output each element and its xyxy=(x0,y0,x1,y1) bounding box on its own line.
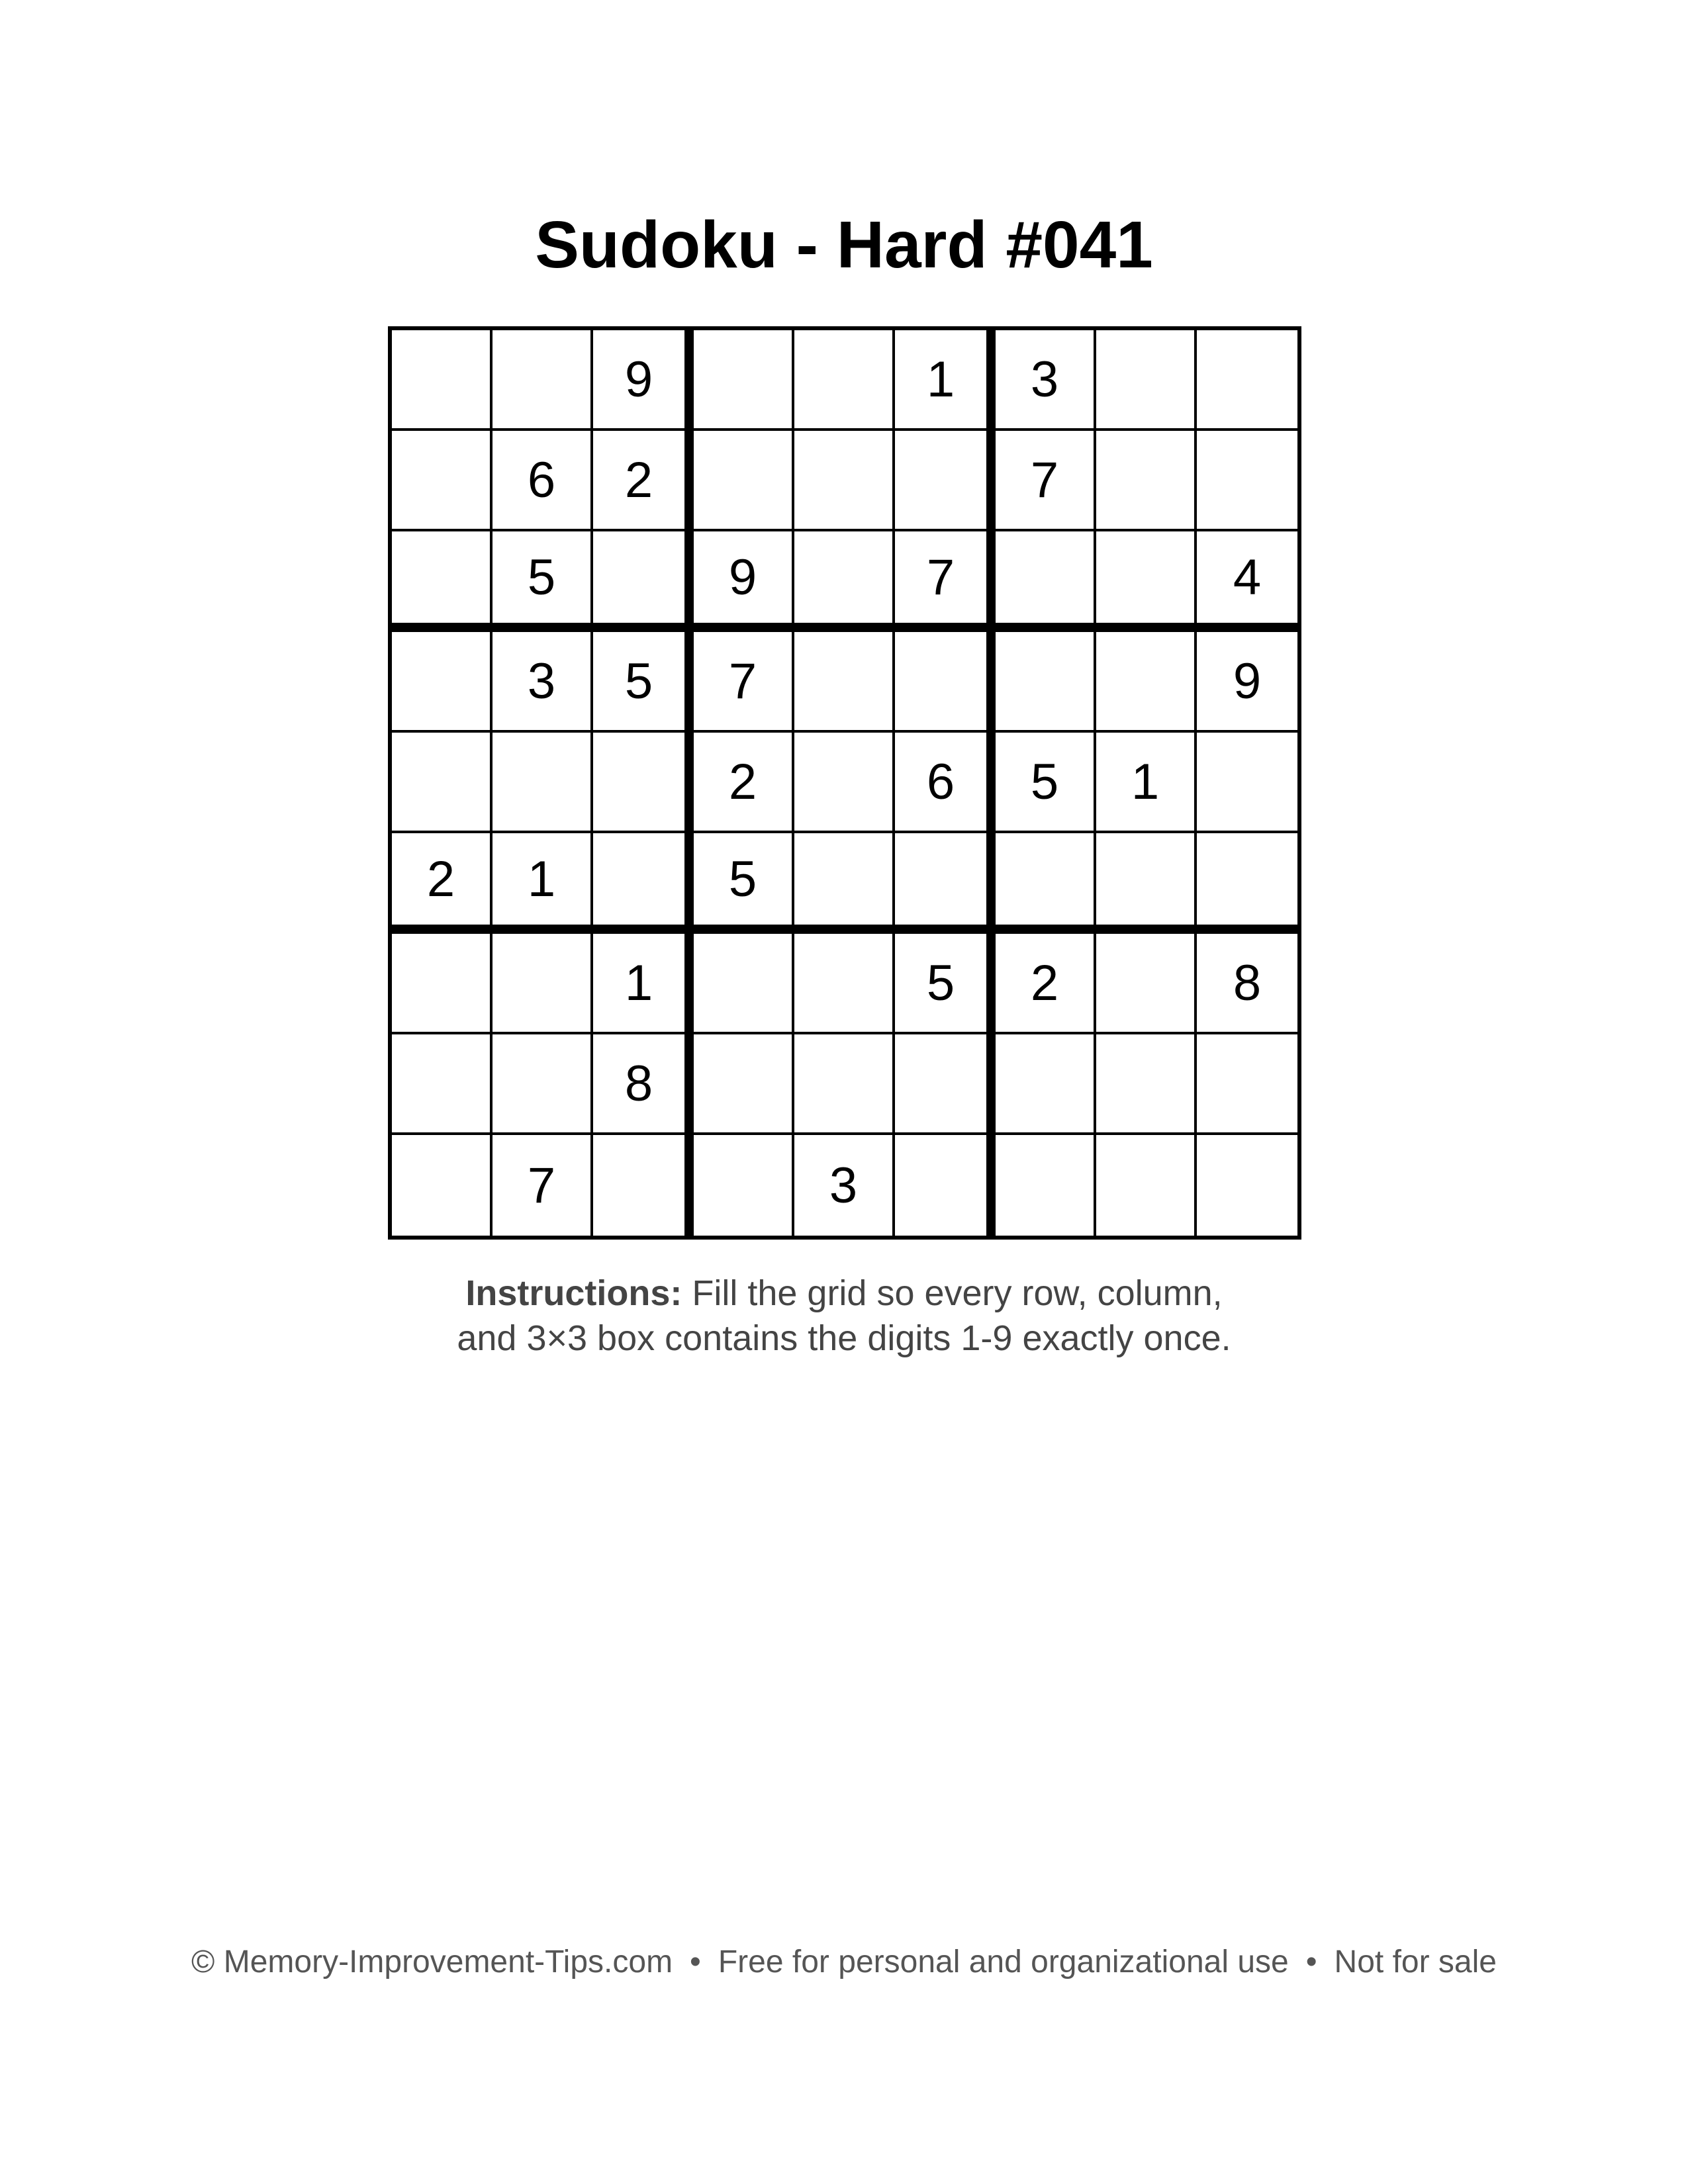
footer-separator: • xyxy=(690,1944,701,1979)
sudoku-given-cell: 1 xyxy=(593,934,694,1034)
sudoku-empty-cell[interactable] xyxy=(392,733,492,833)
sudoku-empty-cell[interactable] xyxy=(1197,330,1297,431)
sudoku-empty-cell[interactable] xyxy=(1197,833,1297,934)
sudoku-empty-cell[interactable] xyxy=(1096,531,1197,632)
sudoku-empty-cell[interactable] xyxy=(492,733,593,833)
sudoku-given-cell: 1 xyxy=(1096,733,1197,833)
sudoku-empty-cell[interactable] xyxy=(1096,330,1197,431)
sudoku-empty-cell[interactable] xyxy=(694,431,794,531)
sudoku-empty-cell[interactable] xyxy=(392,1135,492,1236)
instructions xyxy=(0,1271,1688,1361)
sudoku-given-cell: 2 xyxy=(593,431,694,531)
sudoku-empty-cell[interactable] xyxy=(492,1034,593,1135)
sudoku-empty-cell[interactable] xyxy=(895,833,996,934)
instructions-label: Instructions: xyxy=(465,1273,682,1313)
sudoku-given-cell: 7 xyxy=(694,632,794,733)
sudoku-empty-cell[interactable] xyxy=(1096,1034,1197,1135)
sudoku-empty-cell[interactable] xyxy=(794,833,895,934)
footer-separator: • xyxy=(1305,1944,1317,1979)
instructions-text-1: Fill the grid so every row, column, xyxy=(692,1273,1223,1313)
sudoku-given-cell: 3 xyxy=(492,632,593,733)
sudoku-empty-cell[interactable] xyxy=(1096,431,1197,531)
instructions-line-2: and 3×3 box contains the digits 1-9 exactly once. xyxy=(457,1318,1231,1358)
sudoku-given-cell: 8 xyxy=(593,1034,694,1135)
sudoku-given-cell: 5 xyxy=(694,833,794,934)
sudoku-given-cell: 3 xyxy=(794,1135,895,1236)
sudoku-empty-cell[interactable] xyxy=(694,1034,794,1135)
sudoku-empty-cell[interactable] xyxy=(392,431,492,531)
sudoku-empty-cell[interactable] xyxy=(593,531,694,632)
sudoku-empty-cell[interactable] xyxy=(895,1034,996,1135)
sudoku-empty-cell[interactable] xyxy=(1096,833,1197,934)
sudoku-given-cell: 9 xyxy=(593,330,694,431)
sudoku-given-cell: 7 xyxy=(895,531,996,632)
sudoku-empty-cell[interactable] xyxy=(392,934,492,1034)
sudoku-empty-cell[interactable] xyxy=(895,1135,996,1236)
sudoku-empty-cell[interactable] xyxy=(996,531,1096,632)
sudoku-given-cell: 9 xyxy=(1197,632,1297,733)
sudoku-empty-cell[interactable] xyxy=(794,632,895,733)
sudoku-given-cell: 5 xyxy=(492,531,593,632)
sudoku-given-cell: 8 xyxy=(1197,934,1297,1034)
sudoku-empty-cell[interactable] xyxy=(794,330,895,431)
sudoku-empty-cell[interactable] xyxy=(1197,733,1297,833)
footer-copyright: © Memory-Improvement-Tips.com xyxy=(191,1944,673,1979)
sudoku-given-cell: 5 xyxy=(996,733,1096,833)
sudoku-given-cell: 3 xyxy=(996,330,1096,431)
sudoku-empty-cell[interactable] xyxy=(392,531,492,632)
sudoku-empty-cell[interactable] xyxy=(694,934,794,1034)
page-title: Sudoku - Hard #041 xyxy=(535,208,1153,282)
sudoku-grid xyxy=(388,326,1301,1240)
sudoku-empty-cell[interactable] xyxy=(392,330,492,431)
sudoku-given-cell: 5 xyxy=(593,632,694,733)
sudoku-empty-cell[interactable] xyxy=(794,531,895,632)
sudoku-empty-cell[interactable] xyxy=(694,1135,794,1236)
sudoku-empty-cell[interactable] xyxy=(895,431,996,531)
sudoku-empty-cell[interactable] xyxy=(1096,1135,1197,1236)
sudoku-given-cell: 2 xyxy=(392,833,492,934)
sudoku-given-cell: 1 xyxy=(895,330,996,431)
sudoku-empty-cell[interactable] xyxy=(593,1135,694,1236)
sudoku-empty-cell[interactable] xyxy=(1096,934,1197,1034)
sudoku-empty-cell[interactable] xyxy=(1197,1135,1297,1236)
sudoku-empty-cell[interactable] xyxy=(593,733,694,833)
sudoku-empty-cell[interactable] xyxy=(392,1034,492,1135)
sudoku-given-cell: 9 xyxy=(694,531,794,632)
sudoku-empty-cell[interactable] xyxy=(794,934,895,1034)
sudoku-empty-cell[interactable] xyxy=(895,632,996,733)
sudoku-empty-cell[interactable] xyxy=(392,632,492,733)
sudoku-given-cell: 2 xyxy=(694,733,794,833)
sudoku-empty-cell[interactable] xyxy=(996,1034,1096,1135)
sudoku-given-cell: 6 xyxy=(895,733,996,833)
sudoku-empty-cell[interactable] xyxy=(593,833,694,934)
sudoku-empty-cell[interactable] xyxy=(492,330,593,431)
sudoku-given-cell: 6 xyxy=(492,431,593,531)
footer-sale: Not for sale xyxy=(1334,1944,1497,1979)
sudoku-empty-cell[interactable] xyxy=(996,1135,1096,1236)
sudoku-empty-cell[interactable] xyxy=(794,431,895,531)
footer-license: Free for personal and organizational use xyxy=(718,1944,1289,1979)
sudoku-empty-cell[interactable] xyxy=(1096,632,1197,733)
sudoku-given-cell: 2 xyxy=(996,934,1096,1034)
sudoku-empty-cell[interactable] xyxy=(996,833,1096,934)
sudoku-empty-cell[interactable] xyxy=(1197,431,1297,531)
sudoku-empty-cell[interactable] xyxy=(794,733,895,833)
sudoku-given-cell: 4 xyxy=(1197,531,1297,632)
sudoku-given-cell: 7 xyxy=(996,431,1096,531)
sudoku-given-cell: 1 xyxy=(492,833,593,934)
sudoku-empty-cell[interactable] xyxy=(794,1034,895,1135)
sudoku-empty-cell[interactable] xyxy=(694,330,794,431)
sudoku-given-cell: 7 xyxy=(492,1135,593,1236)
instructions-line-1 xyxy=(0,1271,1688,1316)
footer xyxy=(0,1942,1688,1982)
sudoku-given-cell: 5 xyxy=(895,934,996,1034)
sudoku-empty-cell[interactable] xyxy=(1197,1034,1297,1135)
sudoku-empty-cell[interactable] xyxy=(996,632,1096,733)
sudoku-empty-cell[interactable] xyxy=(492,934,593,1034)
